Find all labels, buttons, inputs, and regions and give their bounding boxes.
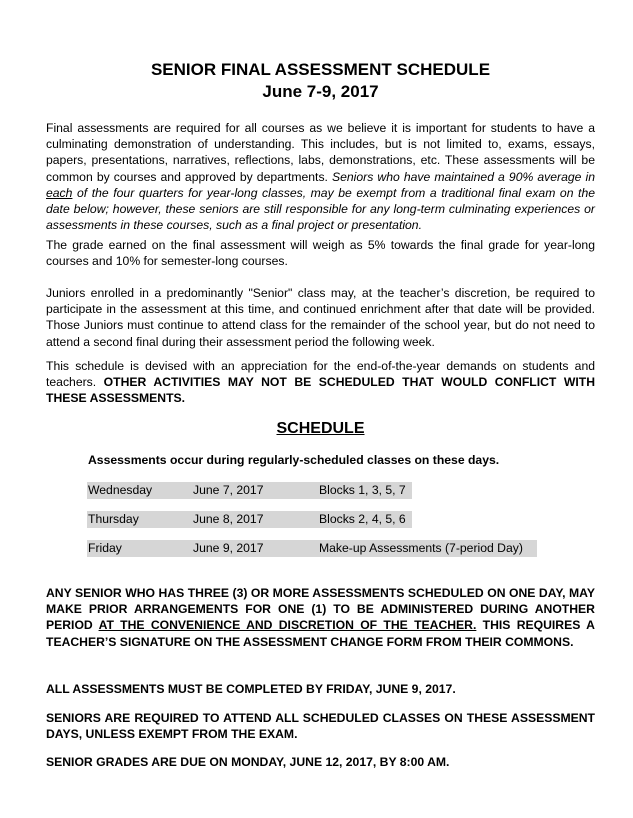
schedule-day: Thursday [88,512,139,526]
notice-1-text-b: THIS REQUIRES A TEACHER’S SIGNATURE ON THE ASSESSMENT CHANGE FORM FROM THEIR COMMONS. [46,618,595,649]
notice-1-underlined: AT THE CONVENIENCE AND DISCRETION OF THE TEACHER. [98,618,477,633]
intro-paragraph-2: The grade earned on the final assessment will weigh as 5% towards the final grade for year-long courses and 10% for semester-long courses. [46,238,595,269]
notice-attendance: SENIORS ARE REQUIRED TO ATTEND ALL SCHEDULED CLASSES ON THESE ASSESSMENT DAYS, UNLESS EXEMPT FROM THE EXAM. [46,711,595,742]
intro-paragraph-4 [46,358,595,407]
page-dates: June 7-9, 2017 [262,82,379,101]
schedule-row [87,482,412,499]
notice-grades-due: SENIOR GRADES ARE DUE ON MONDAY, JUNE 12, 2017, BY 8:00 AM. [46,755,450,769]
schedule-date: June 9, 2017 [193,541,264,555]
intro-p1-italic-a: Seniors who have maintained a 90% average in [332,169,595,184]
schedule-row [87,540,537,557]
schedule-blocks: Blocks 1, 3, 5, 7 [319,483,406,497]
notice-completion-deadline: ALL ASSESSMENTS MUST BE COMPLETED BY FRIDAY, JUNE 9, 2017. [46,682,456,696]
schedule-row [87,511,412,528]
notice-three-assessments [46,585,595,650]
intro-p4-bold: OTHER ACTIVITIES MAY NOT BE SCHEDULED THAT WOULD CONFLICT WITH THESE ASSESSMENTS. [46,375,595,406]
page-title: SENIOR FINAL ASSESSMENT SCHEDULE [150,60,491,79]
intro-p1-text: Final assessments are required for all courses as we believe it is important for students to have a culminating demonstration of understanding. This includes, but is not limited to, exams, essays, papers, presentations, narratives, reflections, labs, demonstrations, etc. These assessments will be common by courses and approved by departments. [46,121,595,184]
intro-paragraph-1 [46,120,595,233]
intro-p1-italic-underlined: each [46,185,73,200]
notice-1-text-a: ANY SENIOR WHO HAS THREE (3) OR MORE ASSESSMENTS SCHEDULED ON ONE DAY, MAY MAKE PRIOR ARRANGEMENTS FOR ONE (1) TO BE ADMINISTERED DURING ANOTHER PERIOD [46,586,595,633]
schedule-heading: SCHEDULE [276,420,365,437]
schedule-day: Wednesday [88,483,153,497]
intro-paragraph-3: Juniors enrolled in a predominantly "Senior" class may, at the teacher’s discretion, be required to participate in the assessment at this time, and continued enrichment after that date will be provided. Those Juniors must continue to attend class for the remainder of the school year, but do not need to attend a second final during their assessment period the following week. [46,286,595,349]
intro-p1-italic-b: of the four quarters for year-long classes, may be exempt from a traditional final exam on the date below; however, these seniors are still responsible for any long-term culminating experiences or assessments in these courses, such as a final project or presentation. [46,185,595,233]
schedule-date: June 8, 2017 [193,512,264,526]
intro-p4-text: This schedule is devised with an appreciation for the end-of-the-year demands on students and teachers. [46,359,595,390]
schedule-day: Friday [88,541,122,555]
schedule-date: June 7, 2017 [193,483,264,497]
schedule-blocks: Make-up Assessments (7-period Day) [319,541,523,555]
schedule-intro: Assessments occur during regularly-scheduled classes on these days. [88,453,500,467]
schedule-blocks: Blocks 2, 4, 5, 6 [319,512,406,526]
